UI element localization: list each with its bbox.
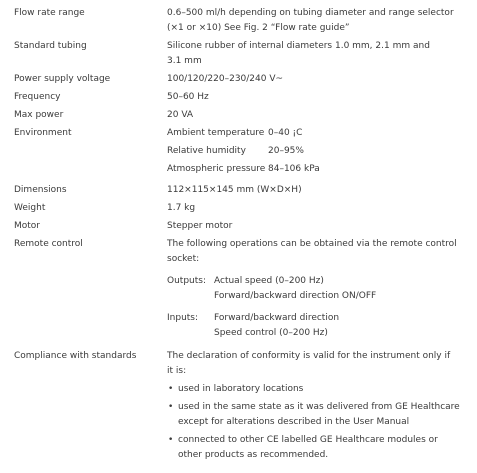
bullet-line: other products as recommended.	[178, 450, 329, 460]
spec-row-compliance	[0, 349, 477, 466]
value-line: 0.6–500 ml/h depending on tubing diameter and range selector	[167, 8, 454, 18]
output-item: Forward/backward direction ON/OFF	[214, 291, 377, 301]
spec-value: 112×115×145 mm (W×D×H)	[167, 185, 302, 195]
value-line: (×1 or ×10) See Fig. 2 “Flow rate guide”	[167, 23, 350, 33]
spec-row-motor	[0, 219, 477, 234]
env-row-relative-humidity	[167, 144, 467, 159]
spec-value	[167, 237, 467, 341]
compliance-bullet	[167, 433, 467, 463]
spec-label: Flow rate range	[14, 8, 85, 18]
spec-value: Stepper motor	[167, 221, 233, 231]
compliance-bullet	[167, 400, 467, 430]
spec-value: 20 VA	[167, 110, 194, 120]
outputs-list	[214, 274, 467, 304]
value-line: 3.1 mm	[167, 56, 202, 66]
spec-row-standard-tubing	[0, 39, 477, 69]
env-name: Atmospheric pressure	[167, 164, 266, 174]
spec-row-max-power	[0, 108, 477, 123]
spec-row-weight	[0, 201, 477, 216]
env-row-atmospheric-pressure	[167, 162, 467, 177]
value-line: Silicone rubber of internal diameters 1.0 mm, 2.1 mm and	[167, 41, 430, 51]
spec-label: Standard tubing	[14, 41, 87, 51]
value-line: socket:	[167, 254, 200, 264]
inputs-list	[214, 311, 467, 341]
spec-label: Environment	[14, 128, 72, 138]
spec-row-frequency	[0, 90, 477, 105]
bullet-line: used in the same state as it was delivered from GE Healthcare	[178, 402, 460, 412]
compliance-bullet-list	[167, 382, 467, 463]
env-name: Relative humidity	[167, 146, 246, 156]
bullet-dot-icon: •	[168, 402, 174, 412]
spec-label: Power supply voltage	[14, 74, 111, 84]
remote-outputs	[167, 274, 467, 304]
spec-value: 50–60 Hz	[167, 92, 209, 102]
spec-label: Compliance with standards	[14, 351, 137, 361]
value-line: it is:	[167, 366, 187, 376]
bullet-dot-icon: •	[168, 384, 174, 394]
remote-inputs	[167, 311, 467, 341]
spec-value	[167, 6, 467, 36]
spec-label: Dimensions	[14, 185, 67, 195]
compliance-bullet	[167, 382, 467, 397]
bullet-line: except for alterations described in the User Manual	[178, 417, 410, 427]
output-item: Actual speed (0–200 Hz)	[214, 276, 324, 286]
spec-label: Weight	[14, 203, 46, 213]
env-value: 0–40 ¡C	[268, 128, 303, 138]
spec-value: 100/120/220–230/240 V~	[167, 74, 284, 84]
spec-label: Frequency	[14, 92, 61, 102]
env-value: 20–95%	[268, 146, 304, 156]
spec-value: 1.7 kg	[167, 203, 196, 213]
bullet-line: used in laboratory locations	[178, 384, 304, 394]
spec-value	[167, 39, 467, 69]
spec-value	[167, 126, 467, 180]
spec-label: Max power	[14, 110, 64, 120]
spec-row-remote-control	[0, 237, 477, 341]
env-name: Ambient temperature	[167, 128, 265, 138]
spec-row-power-supply	[0, 72, 477, 87]
spec-row-environment	[0, 126, 477, 180]
env-row-ambient-temperature	[167, 126, 467, 141]
spec-label: Remote control	[14, 239, 83, 249]
inputs-label: Inputs:	[167, 313, 199, 323]
spec-label: Motor	[14, 221, 41, 231]
bullet-dot-icon: •	[168, 435, 174, 445]
value-line: The declaration of conformity is valid for the instrument only if	[167, 351, 451, 361]
outputs-label: Outputs:	[167, 276, 206, 286]
bullet-line: connected to other CE labelled GE Healthcare modules or	[178, 435, 438, 445]
input-item: Speed control (0–200 Hz)	[214, 328, 328, 338]
env-value: 84–106 kPa	[268, 164, 320, 174]
spec-value	[167, 349, 467, 466]
value-line: The following operations can be obtained via the remote control	[167, 239, 457, 249]
spec-row-dimensions	[0, 183, 477, 198]
input-item: Forward/backward direction	[214, 313, 340, 323]
spec-row-flow-rate	[0, 6, 477, 36]
